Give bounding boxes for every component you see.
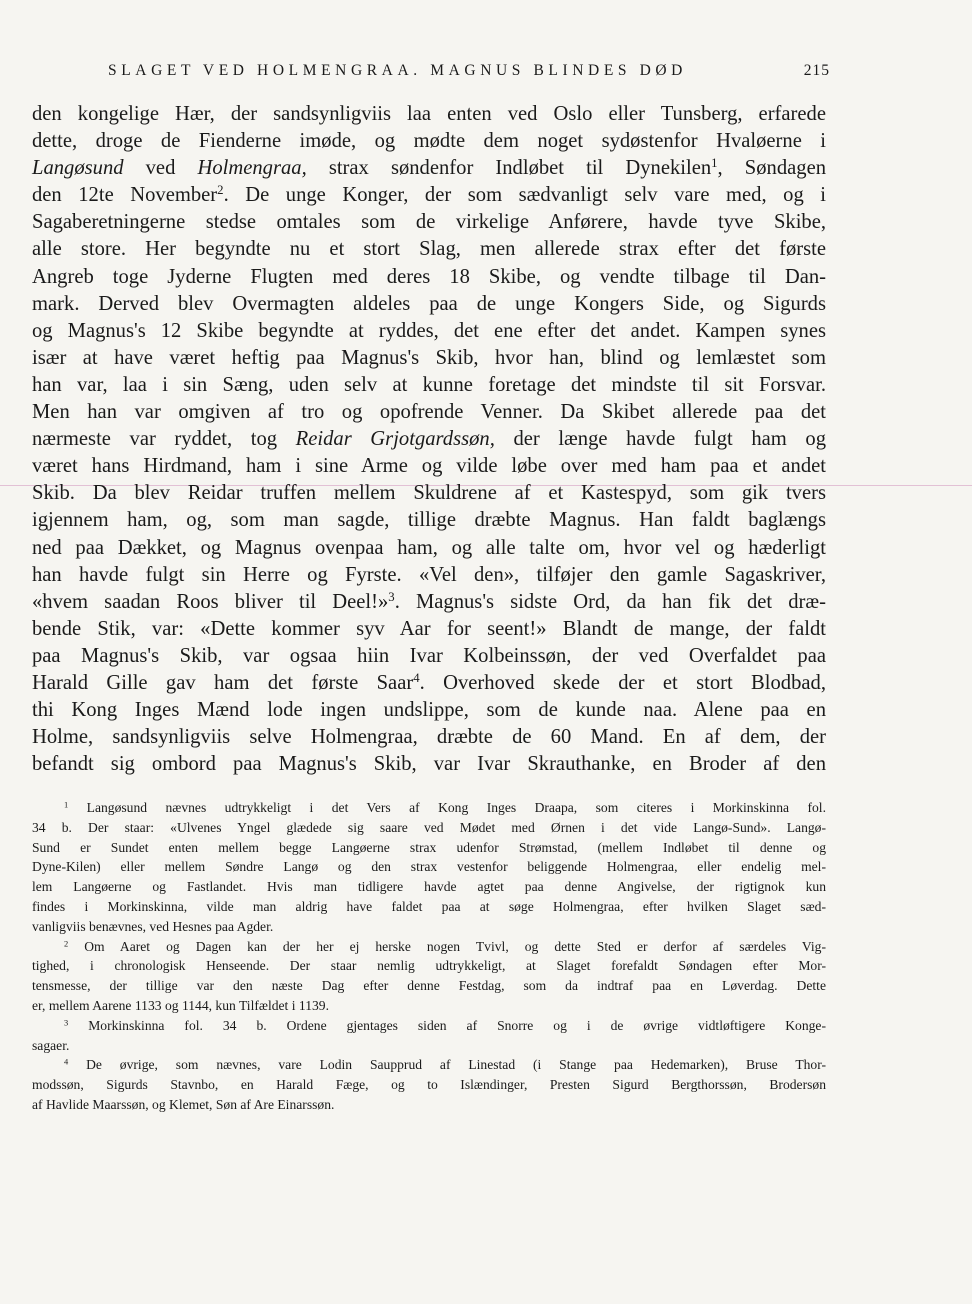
footnote-line: $^2$ Om Aaret og Dagen kan der her ej herske nogen Tvivl, og dette Sted er derfor af særdeles Vig- xyxy=(64,937,826,954)
footnote-marker: 3 xyxy=(64,1017,69,1028)
footnote-marker: 1 xyxy=(64,799,69,810)
footnote-line: $^4$ De øvrige, som nævnes, vare Lodin Saupprud af Linestad (i Stange paa Hedemarken), Bruse Thor- xyxy=(64,1056,826,1073)
body-line: «hvem saadan Roos bliver til Deel!»$^3$. Magnus's sidste Ord, da han fik det dræ- xyxy=(32,589,826,613)
footnote-marker: 2 xyxy=(64,937,69,948)
place-name: Langøsund xyxy=(32,157,124,180)
footnotes xyxy=(32,798,826,1115)
footnote-marker: 4 xyxy=(64,1056,69,1067)
body-line: den kongelige Hær, der sandsynligviis laa enten ved Oslo eller Tunsberg, erfarede xyxy=(32,103,826,125)
footnote-line: modssøn, Sigurds Stavnbo, en Harald Fæge, og to Islændinger, Presten Sigurd Bergthorssøn, Brodersøn xyxy=(32,1077,826,1093)
body-line: befandt sig ombord paa Magnus's Skib, var Ivar Skrauthanke, en Broder af den xyxy=(32,753,826,776)
body-line: og Magnus's 12 Skibe begyndte at ryddes, det ene efter det andet. Kampen synes xyxy=(32,319,826,342)
footnote-line: $^3$ Morkinskinna fol. 34 b. Ordene gjentages siden af Snorre og i de øvrige vidtløftigere Konge- xyxy=(64,1017,826,1033)
body-line: thi Kong Inges Mænd lode ingen undslippe, som de kunde naa. Alene paa en xyxy=(32,699,826,722)
footnote-line: tensmesse, der tillige var den næste Dag efter denne Festdag, som da indtraf paa en Løverdag. Dette xyxy=(32,978,826,994)
body-line: han havde fulgt sin Herre og Fyrste. «Vel den», tilføjer den gamle Sagaskriver, xyxy=(32,563,826,586)
footnote-line: 34 b. Der staar: «Ulvenes Yngel glædede sig saare ved Mødet med Ørnen i det vide Langø-Sund». Langø- xyxy=(32,819,826,835)
footnote-ref: 2 xyxy=(217,183,224,198)
body-line: Angreb toge Jyderne Flugten med deres 18 Skibe, og vendte tilbage til Dan- xyxy=(32,265,826,288)
footnote-line: sagaer. xyxy=(32,1037,70,1053)
footnote-line: af Havlide Maarssøn, og Klemet, Søn af Are Einarssøn. xyxy=(32,1096,335,1112)
body-text xyxy=(32,101,826,778)
footnote-line: findes i Morkinskinna, vilde man aldrig have faldet paa at søge Holmengraa, efter hvilken Slaget sæd- xyxy=(32,898,826,914)
footnote-line: tighed, i chronologisk Henseende. Der staar nemlig udtrykkeligt, at Slaget forefaldt Søndagen efter Mor- xyxy=(32,958,826,974)
footnote-line: Dyne-Kilen) eller mellem Søndre Langø og den strax vestenfor beliggende Holmengraa, eller endelig mel- xyxy=(32,859,826,875)
person-name: Reidar Grjotgardssøn, xyxy=(295,428,495,451)
running-title: SLAGET VED HOLMENGRAA. MAGNUS BLINDES DØD xyxy=(108,62,687,79)
body-line: Men han var omgiven af tro og opofrende Venner. Da Skibet allerede paa det xyxy=(32,401,826,424)
body-line: ned paa Dækket, og Magnus ovenpaa ham, og alle talte om, hvor vel og hæderligt xyxy=(32,536,826,559)
body-line: især at have været heftig paa Magnus's Skib, hvor han, blind og lemlæstet som xyxy=(32,346,826,369)
body-line: paa Magnus's Skib, var ogsaa hiin Ivar Kolbeinssøn, der ved Overfaldet paa xyxy=(32,644,826,667)
body-line: han var, laa i sin Sæng, uden selv at kunne foretage det mindste til sit Forsvar. xyxy=(32,373,826,396)
body-line: Harald Gille gav ham det første Saar$^4$. Overhoved skede der et stort Blodbad, xyxy=(32,670,826,694)
footnote-line: vanligviis benævnes, ved Hesnes paa Agder. xyxy=(32,918,274,934)
body-line: Langøsund ved Holmengraa, strax søndenfor Indløbet til Dynekilen$^1$, Søndagen xyxy=(32,156,827,180)
body-line: Skib. Da blev Reidar truffen mellem Skuldrene af et Kastespyd, som gik tvers xyxy=(32,482,826,505)
footnote-line: lem Langøerne og Fastlandet. Hvis man tidligere havde agtet paa denne Angivelse, der rigtignok kun xyxy=(32,879,826,895)
body-line: nærmeste var ryddet, tog Reidar Grjotgardssøn, der længe havde fulgt ham og xyxy=(32,428,827,451)
body-line: Sagaberetningerne stedse omtales som de virkelige Anførere, havde tyve Skibe, xyxy=(32,211,826,234)
page-number: 215 xyxy=(803,62,830,79)
body-line: alle store. Her begyndte nu et stort Slag, men allerede strax efter det første xyxy=(32,238,826,261)
body-line: dette, droge de Fienderne imøde, og mødte dem noget sydøstenfor Hvaløerne i xyxy=(32,130,826,153)
body-line: mark. Derved blev Overmagten aldeles paa de unge Kongers Side, og Sigurds xyxy=(32,292,826,315)
place-name: Holmengraa, xyxy=(197,157,307,180)
footnote-ref: 3 xyxy=(388,589,395,604)
body-line: bende Stik, var: «Dette kommer syv Aar for seent!» Blandt de mange, der faldt xyxy=(32,617,826,640)
body-line: igjennem ham, og, som man sagde, tillige dræbte Magnus. Han faldt baglængs xyxy=(32,509,826,532)
footnote-ref: 4 xyxy=(413,670,420,685)
footnote-ref: 1 xyxy=(711,156,718,171)
footnote-line: er, mellem Aarene 1133 og 1144, kun Tilfældet i 1139. xyxy=(32,997,329,1013)
body-line: Holme, sandsynligviis selve Holmengraa, dræbte de 60 Mand. En af dem, der xyxy=(32,726,826,749)
body-line: været hans Hirdmand, ham i sine Arme og vilde løbe over med ham paa et andet xyxy=(32,455,826,478)
body-line: den 12te November$^2$. De unge Konger, der som sædvanligt selv vare med, og i xyxy=(32,183,826,207)
footnote-line: Sund er Sundet enten mellem begge Langøerne strax udenfor Strømstad, (mellem Indløbet til denne og xyxy=(32,839,826,855)
running-header xyxy=(108,62,830,80)
footnote-line: $^1$ Langøsund nævnes udtrykkeligt i det Vers af Kong Inges Draapa, som citeres i Morkinskinna fol. xyxy=(64,799,826,815)
